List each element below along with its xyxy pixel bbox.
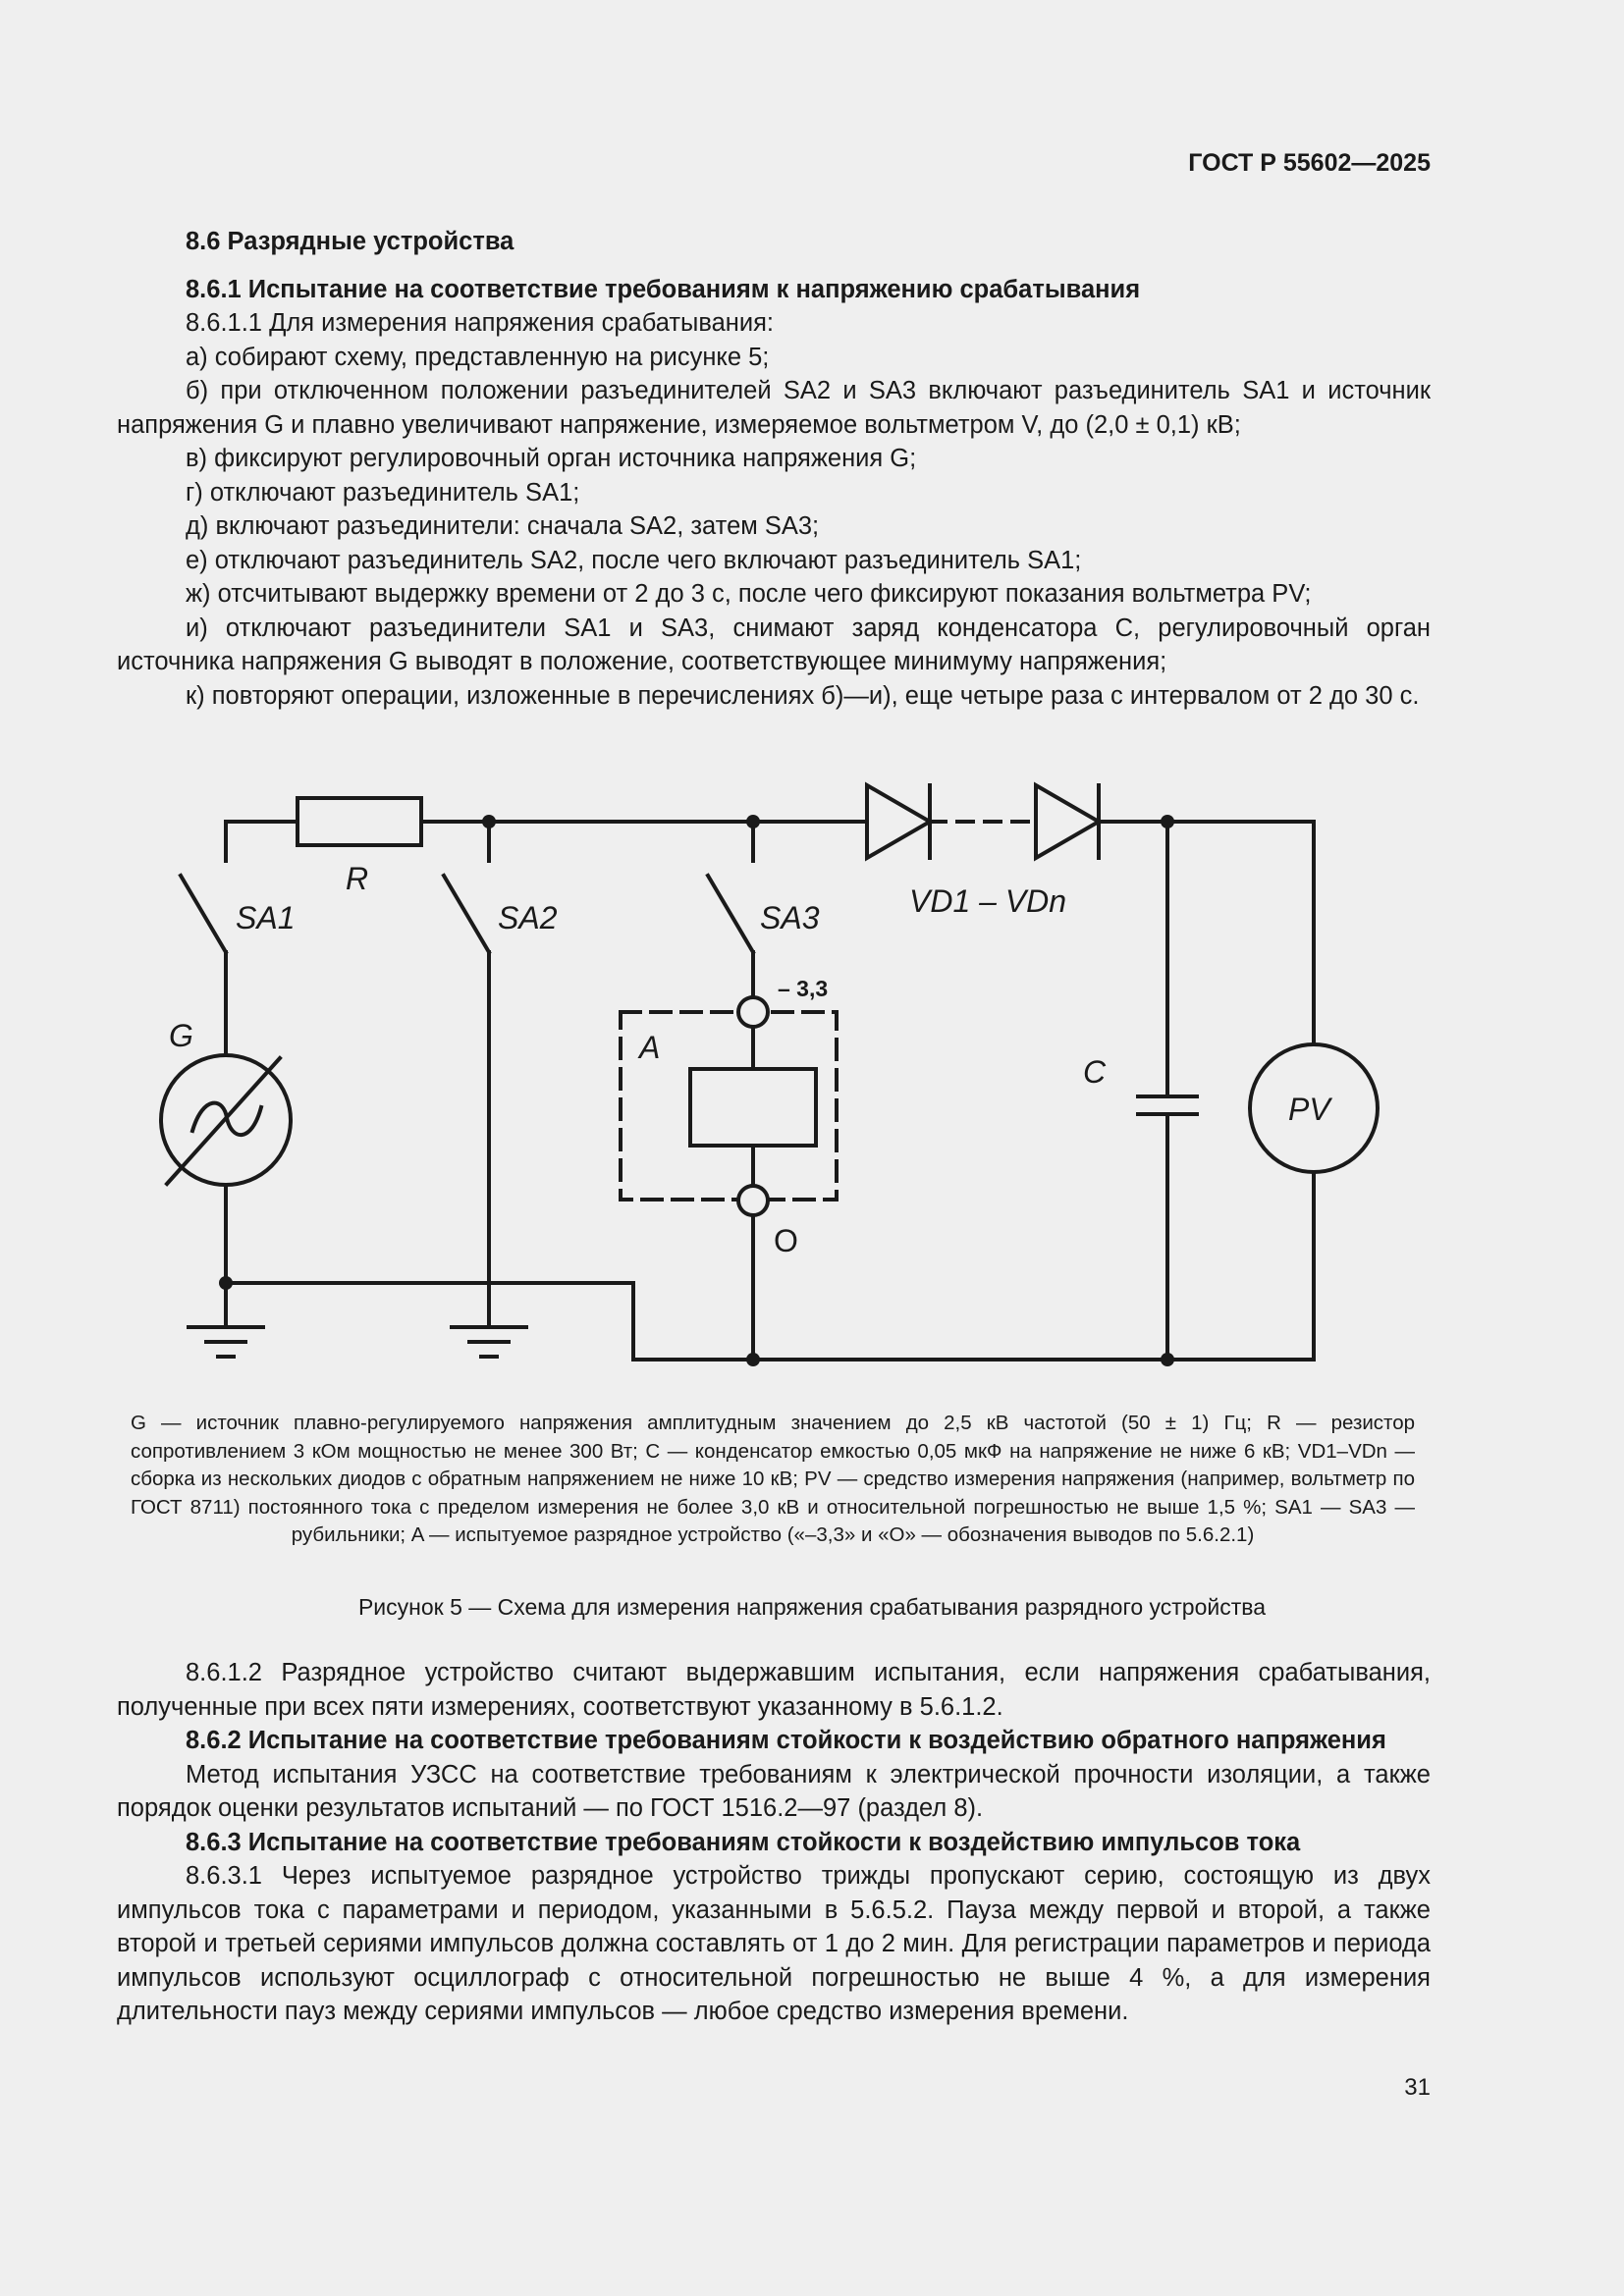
heading-8-6-1: 8.6.1 Испытание на соответствие требованиям к напряжению срабатывания	[186, 275, 1141, 303]
item-i: и) отключают разъединители SA1 и SA3, снимают заряд конденсатора C, регулировочный орган источника напряжения G выводят в положение, соответствующее минимуму напряжения;	[117, 614, 1431, 675]
item-zh: ж) отсчитывают выдержку времени от 2 до 3 с, после чего фиксируют показания вольтметра PV;	[186, 580, 1312, 608]
label-sa2: SA2	[498, 900, 558, 935]
para-8-6-1-1: 8.6.1.1 Для измерения напряжения срабатывания:	[186, 309, 775, 337]
item-e: е) отключают разъединитель SA2, после чего включают разъединитель SA1;	[186, 546, 1082, 574]
page-number: 31	[1404, 2074, 1431, 2101]
section-8-6-bottom	[117, 1656, 1431, 2029]
item-v: в) фиксируют регулировочный орган источника напряжения G;	[186, 445, 917, 472]
para-8-6-2: Метод испытания УЗСС на соответствие требованиям к электрической прочности изоляции, а также порядок оценки результатов испытаний — по ГОСТ 1516.2—97 (раздел 8).	[117, 1760, 1431, 1822]
diode-vd1	[867, 785, 930, 858]
figure-caption: Рисунок 5 — Схема для измерения напряжения срабатывания разрядного устройства	[357, 1594, 1267, 1620]
terminal-bottom	[738, 1186, 768, 1215]
heading-8-6: 8.6 Разрядные устройства	[186, 228, 514, 255]
heading-8-6-3: 8.6.3 Испытание на соответствие требованиям стойкости к воздействию импульсов тока	[186, 1828, 1301, 1856]
device-a	[690, 1069, 816, 1146]
heading-8-6-2: 8.6.2 Испытание на соответствие требованиям стойкости к воздействию обратного напряжения	[186, 1727, 1386, 1754]
label-a: A	[639, 1030, 661, 1065]
switch-sa1	[181, 876, 226, 952]
switch-sa2	[444, 876, 489, 952]
item-d: д) включают разъединители: сначала SA2, затем SA3;	[186, 512, 820, 540]
para-8-6-3-1: 8.6.3.1 Через испытуемое разрядное устройство трижды пропускают серию, состоящую из двух импульсов тока с параметрами и периодом, указанными в 5.6.5.2. Пауза между первой и второй, а также второй и третьей сериями импульсов должна составлять от 1 до 2 мин. Для регистрации параметров и периода импульсов используют осциллограф с относительной погрешностью не выше 4 %, а для измерения длительности пауз между сериями импульсов — любое средство измерения времени.	[117, 1862, 1431, 2025]
item-b: б) при отключенном положении разъединителей SA2 и SA3 включают разъединитель SA1 и источник напряжения G и плавно увеличивают напряжение, измеряемое вольтметром V, до (2,0 ± 0,1) кВ;	[117, 377, 1431, 439]
label-pv: PV	[1288, 1092, 1330, 1127]
resistor-r	[298, 798, 421, 845]
terminal-top	[738, 997, 768, 1027]
diode-vdn	[1036, 785, 1099, 858]
label-terminal-bottom: O	[774, 1223, 798, 1258]
item-k: к) повторяют операции, изложенные в перечислениях б)—и), еще четыре раза с интервалом от 2 до 30 с.	[186, 681, 1420, 710]
label-c: C	[1083, 1054, 1107, 1090]
label-sa1: SA1	[236, 900, 296, 935]
figure-legend: G — источник плавно-регулируемого напряжения амплитудным значением до 2,5 кВ частотой (50 ± 1) Гц; R — резистор сопротивлением 3 кОм мощностью не менее 300 Вт; C — конденсатор емкостью 0,05 мкФ на напряжение не ниже 6 кВ; VD1–VDn — сборка из нескольких диодов с обратным напряжением не ниже 10 кВ; PV — средство измерения напряжения (например, вольтметр по ГОСТ 8711) постоянного тока с пределом измерения не более 3,0 кВ и относительной погрешностью не выше 1,5 %; SA1 — SA3 — рубильники; A — испытуемое разрядное устройство («–3,3» и «O» — обозначения выводов по 5.6.2.1)	[131, 1412, 1415, 1546]
label-r: R	[346, 861, 369, 896]
label-sa3: SA3	[760, 900, 820, 935]
label-terminal-top: – 3,3	[778, 976, 829, 1001]
item-g: г) отключают разъединитель SA1;	[186, 478, 580, 507]
switch-sa3	[708, 876, 753, 952]
document-header: ГОСТ Р 55602—2025	[1188, 149, 1431, 177]
label-vd: VD1 – VDn	[909, 883, 1067, 919]
item-a: а) собирают схему, представленную на рисунке 5;	[186, 343, 770, 371]
para-8-6-1-2: 8.6.1.2 Разрядное устройство считают выдержавшим испытания, если напряжения срабатывания, полученные при всех пяти измерениях, соответствуют указанному в 5.6.1.2.	[117, 1659, 1431, 1721]
label-g: G	[169, 1018, 193, 1053]
